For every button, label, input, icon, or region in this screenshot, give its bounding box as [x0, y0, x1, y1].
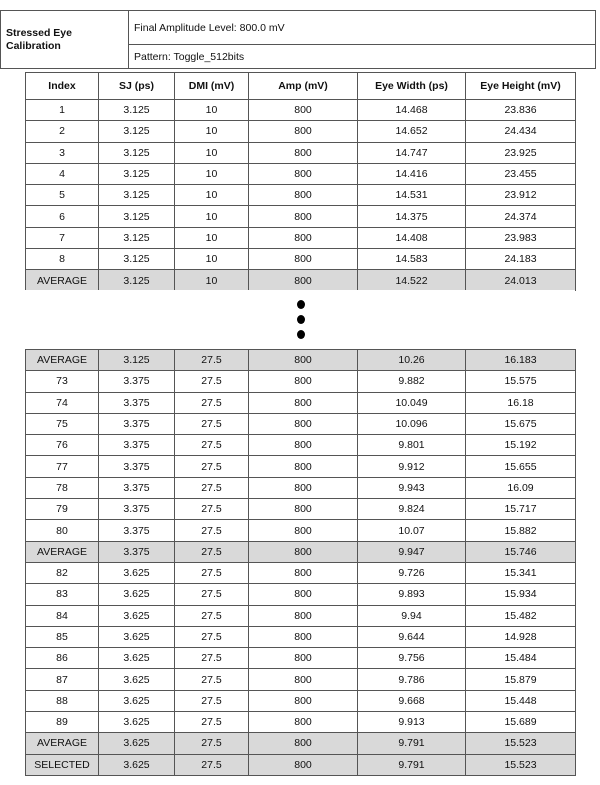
table-row	[26, 206, 576, 227]
cell-eye-height: 24.183	[466, 249, 576, 270]
cell-eye-height: 15.882	[466, 520, 576, 541]
cell-amp: 800	[249, 541, 358, 562]
cell-sj: 3.125	[99, 227, 175, 248]
cell-dmi: 10	[175, 185, 249, 206]
cell-sj: 3.625	[99, 669, 175, 690]
cell-amp: 800	[249, 142, 358, 163]
cell-dmi: 27.5	[175, 669, 249, 690]
cell-amp: 800	[249, 712, 358, 733]
cell-eye-width: 14.468	[358, 100, 466, 121]
cell-dmi: 27.5	[175, 690, 249, 711]
cell-amp: 800	[249, 733, 358, 754]
cell-eye-width: 9.893	[358, 584, 466, 605]
cell-eye-width: 9.668	[358, 690, 466, 711]
cell-dmi: 27.5	[175, 392, 249, 413]
cell-amp: 800	[249, 371, 358, 392]
cell-eye-width: 14.531	[358, 185, 466, 206]
column-header-index: Index	[26, 73, 99, 100]
average-row	[26, 270, 576, 291]
cell-amp: 800	[249, 499, 358, 520]
cell-index: 7	[26, 227, 99, 248]
table-row	[26, 227, 576, 248]
cell-amp: 800	[249, 435, 358, 456]
cell-index: 87	[26, 669, 99, 690]
cell-dmi: 10	[175, 121, 249, 142]
cell-index: 8	[26, 249, 99, 270]
cell-eye-width: 14.408	[358, 227, 466, 248]
cell-eye-width: 14.375	[358, 206, 466, 227]
cell-eye-height: 15.689	[466, 712, 576, 733]
cell-eye-height: 24.434	[466, 121, 576, 142]
cell-index: 88	[26, 690, 99, 711]
cell-eye-width: 9.791	[358, 754, 466, 775]
cell-eye-width: 9.913	[358, 712, 466, 733]
cell-eye-height: 23.912	[466, 185, 576, 206]
cell-eye-width: 14.583	[358, 249, 466, 270]
cell-amp: 800	[249, 270, 358, 291]
table-row	[26, 435, 576, 456]
cell-amp: 800	[249, 350, 358, 371]
cell-eye-height: 15.675	[466, 413, 576, 434]
cell-eye-height: 16.183	[466, 350, 576, 371]
cell-index: 80	[26, 520, 99, 541]
cell-sj: 3.625	[99, 690, 175, 711]
cell-sj: 3.375	[99, 499, 175, 520]
cell-index: 82	[26, 562, 99, 583]
column-header-sj: SJ (ps)	[99, 73, 175, 100]
cell-dmi: 27.5	[175, 712, 249, 733]
cell-amp: 800	[249, 249, 358, 270]
table-row	[26, 185, 576, 206]
column-header-amp: Amp (mV)	[249, 73, 358, 100]
cell-eye-width: 14.652	[358, 121, 466, 142]
table-row	[26, 605, 576, 626]
cell-dmi: 27.5	[175, 733, 249, 754]
cell-eye-height: 15.341	[466, 562, 576, 583]
cell-dmi: 27.5	[175, 648, 249, 669]
cell-dmi: 27.5	[175, 605, 249, 626]
cell-sj: 3.125	[99, 206, 175, 227]
cell-eye-width: 9.756	[358, 648, 466, 669]
cell-index: 6	[26, 206, 99, 227]
cell-dmi: 27.5	[175, 456, 249, 477]
cell-dmi: 10	[175, 227, 249, 248]
cell-dmi: 27.5	[175, 371, 249, 392]
table-row	[26, 648, 576, 669]
table-row	[26, 690, 576, 711]
cell-amp: 800	[249, 626, 358, 647]
cell-amp: 800	[249, 100, 358, 121]
selected-row	[26, 754, 576, 775]
table-row	[26, 392, 576, 413]
table-row	[26, 669, 576, 690]
table-row	[26, 520, 576, 541]
cell-sj: 3.375	[99, 477, 175, 498]
cell-amp: 800	[249, 562, 358, 583]
cell-sj: 3.625	[99, 648, 175, 669]
cell-sj: 3.375	[99, 520, 175, 541]
column-header-eye-width: Eye Width (ps)	[358, 73, 466, 100]
cell-amp: 800	[249, 456, 358, 477]
cell-sj: 3.125	[99, 121, 175, 142]
cell-dmi: 27.5	[175, 754, 249, 775]
cell-index: 1	[26, 100, 99, 121]
cell-dmi: 27.5	[175, 562, 249, 583]
average-row	[26, 733, 576, 754]
cell-eye-width: 14.416	[358, 163, 466, 184]
cell-sj: 3.125	[99, 185, 175, 206]
cell-eye-width: 9.912	[358, 456, 466, 477]
table-row	[26, 142, 576, 163]
cell-amp: 800	[249, 413, 358, 434]
cell-index: AVERAGE	[26, 270, 99, 291]
table-row	[26, 562, 576, 583]
cell-eye-height: 15.192	[466, 435, 576, 456]
cell-sj: 3.625	[99, 605, 175, 626]
cell-index: 77	[26, 456, 99, 477]
cell-eye-height: 15.448	[466, 690, 576, 711]
cell-dmi: 27.5	[175, 626, 249, 647]
results-table-bottom	[25, 349, 576, 776]
cell-eye-width: 9.947	[358, 541, 466, 562]
cell-index: SELECTED	[26, 754, 99, 775]
average-row	[26, 541, 576, 562]
calibration-header	[0, 10, 596, 69]
cell-eye-height: 15.482	[466, 605, 576, 626]
cell-eye-width: 14.522	[358, 270, 466, 291]
cell-eye-width: 9.801	[358, 435, 466, 456]
cell-eye-height: 16.18	[466, 392, 576, 413]
cell-eye-width: 9.943	[358, 477, 466, 498]
cell-sj: 3.625	[99, 733, 175, 754]
cell-dmi: 27.5	[175, 584, 249, 605]
cell-index: 5	[26, 185, 99, 206]
cell-eye-width: 14.747	[358, 142, 466, 163]
cell-index: 4	[26, 163, 99, 184]
cell-eye-width: 9.882	[358, 371, 466, 392]
cell-eye-height: 23.925	[466, 142, 576, 163]
cell-index: 89	[26, 712, 99, 733]
table-row	[26, 626, 576, 647]
table-row	[26, 121, 576, 142]
cell-dmi: 27.5	[175, 350, 249, 371]
pattern-label: Pattern: Toggle_512bits	[129, 45, 596, 69]
column-header-dmi: DMI (mV)	[175, 73, 249, 100]
results-table-top	[25, 72, 576, 291]
cell-eye-height: 15.575	[466, 371, 576, 392]
cell-index: AVERAGE	[26, 541, 99, 562]
cell-sj: 3.375	[99, 456, 175, 477]
table-row	[26, 249, 576, 270]
cell-eye-width: 9.726	[358, 562, 466, 583]
cell-eye-height: 15.523	[466, 754, 576, 775]
cell-dmi: 10	[175, 206, 249, 227]
column-header-eye-height: Eye Height (mV)	[466, 73, 576, 100]
table-row	[26, 371, 576, 392]
cell-dmi: 27.5	[175, 499, 249, 520]
cell-eye-height: 15.523	[466, 733, 576, 754]
cell-dmi: 27.5	[175, 477, 249, 498]
cell-eye-width: 9.94	[358, 605, 466, 626]
cell-eye-height: 24.374	[466, 206, 576, 227]
cell-sj: 3.125	[99, 142, 175, 163]
cell-amp: 800	[249, 669, 358, 690]
cell-amp: 800	[249, 121, 358, 142]
ellipsis-icon	[297, 300, 305, 345]
cell-amp: 800	[249, 392, 358, 413]
cell-dmi: 27.5	[175, 413, 249, 434]
cell-eye-height: 15.655	[466, 456, 576, 477]
table-row	[26, 100, 576, 121]
cell-eye-height: 23.836	[466, 100, 576, 121]
cell-index: AVERAGE	[26, 350, 99, 371]
cell-eye-width: 10.049	[358, 392, 466, 413]
cell-dmi: 10	[175, 100, 249, 121]
cell-index: 85	[26, 626, 99, 647]
cell-eye-width: 10.26	[358, 350, 466, 371]
cell-amp: 800	[249, 206, 358, 227]
cell-sj: 3.375	[99, 371, 175, 392]
cell-sj: 3.375	[99, 392, 175, 413]
table-row	[26, 456, 576, 477]
cell-amp: 800	[249, 477, 358, 498]
cell-eye-height: 15.484	[466, 648, 576, 669]
cell-amp: 800	[249, 163, 358, 184]
cell-eye-height: 16.09	[466, 477, 576, 498]
cell-eye-width: 10.096	[358, 413, 466, 434]
amplitude-level: Final Amplitude Level: 800.0 mV	[129, 11, 596, 45]
cell-index: 79	[26, 499, 99, 520]
cell-eye-height: 24.013	[466, 270, 576, 291]
cell-eye-width: 9.824	[358, 499, 466, 520]
cell-amp: 800	[249, 690, 358, 711]
cell-amp: 800	[249, 584, 358, 605]
table-row	[26, 413, 576, 434]
cell-amp: 800	[249, 754, 358, 775]
table-row	[26, 499, 576, 520]
cell-eye-width: 9.644	[358, 626, 466, 647]
cell-sj: 3.375	[99, 413, 175, 434]
cell-index: 73	[26, 371, 99, 392]
table-row	[26, 584, 576, 605]
cell-amp: 800	[249, 648, 358, 669]
cell-sj: 3.625	[99, 584, 175, 605]
cell-sj: 3.125	[99, 163, 175, 184]
cell-sj: 3.375	[99, 541, 175, 562]
cell-dmi: 27.5	[175, 520, 249, 541]
cell-sj: 3.125	[99, 249, 175, 270]
cell-eye-height: 23.983	[466, 227, 576, 248]
cell-eye-height: 15.879	[466, 669, 576, 690]
cell-index: 86	[26, 648, 99, 669]
cell-sj: 3.125	[99, 350, 175, 371]
cell-eye-width: 9.786	[358, 669, 466, 690]
cell-sj: 3.625	[99, 754, 175, 775]
cell-dmi: 10	[175, 249, 249, 270]
cell-index: 83	[26, 584, 99, 605]
cell-index: 84	[26, 605, 99, 626]
cell-eye-height: 15.746	[466, 541, 576, 562]
cell-sj: 3.625	[99, 712, 175, 733]
cell-eye-height: 23.455	[466, 163, 576, 184]
cell-dmi: 10	[175, 142, 249, 163]
cell-eye-width: 10.07	[358, 520, 466, 541]
average-row	[26, 350, 576, 371]
cell-sj: 3.625	[99, 626, 175, 647]
cell-eye-height: 15.717	[466, 499, 576, 520]
cell-index: 74	[26, 392, 99, 413]
cell-sj: 3.125	[99, 100, 175, 121]
cell-index: 3	[26, 142, 99, 163]
cell-dmi: 27.5	[175, 435, 249, 456]
cell-dmi: 10	[175, 163, 249, 184]
cell-sj: 3.125	[99, 270, 175, 291]
cell-index: AVERAGE	[26, 733, 99, 754]
table-row	[26, 163, 576, 184]
table-row	[26, 477, 576, 498]
cell-index: 75	[26, 413, 99, 434]
cell-amp: 800	[249, 520, 358, 541]
cell-amp: 800	[249, 185, 358, 206]
cell-eye-height: 15.934	[466, 584, 576, 605]
cell-amp: 800	[249, 227, 358, 248]
cell-eye-width: 9.791	[358, 733, 466, 754]
cell-index: 76	[26, 435, 99, 456]
table-row	[26, 712, 576, 733]
cell-index: 2	[26, 121, 99, 142]
cell-eye-height: 14.928	[466, 626, 576, 647]
cell-index: 78	[26, 477, 99, 498]
cell-sj: 3.625	[99, 562, 175, 583]
cell-sj: 3.375	[99, 435, 175, 456]
cell-dmi: 27.5	[175, 541, 249, 562]
table-header-row	[26, 73, 576, 100]
header-title: Stressed Eye Calibration	[1, 11, 129, 69]
cell-amp: 800	[249, 605, 358, 626]
cell-dmi: 10	[175, 270, 249, 291]
